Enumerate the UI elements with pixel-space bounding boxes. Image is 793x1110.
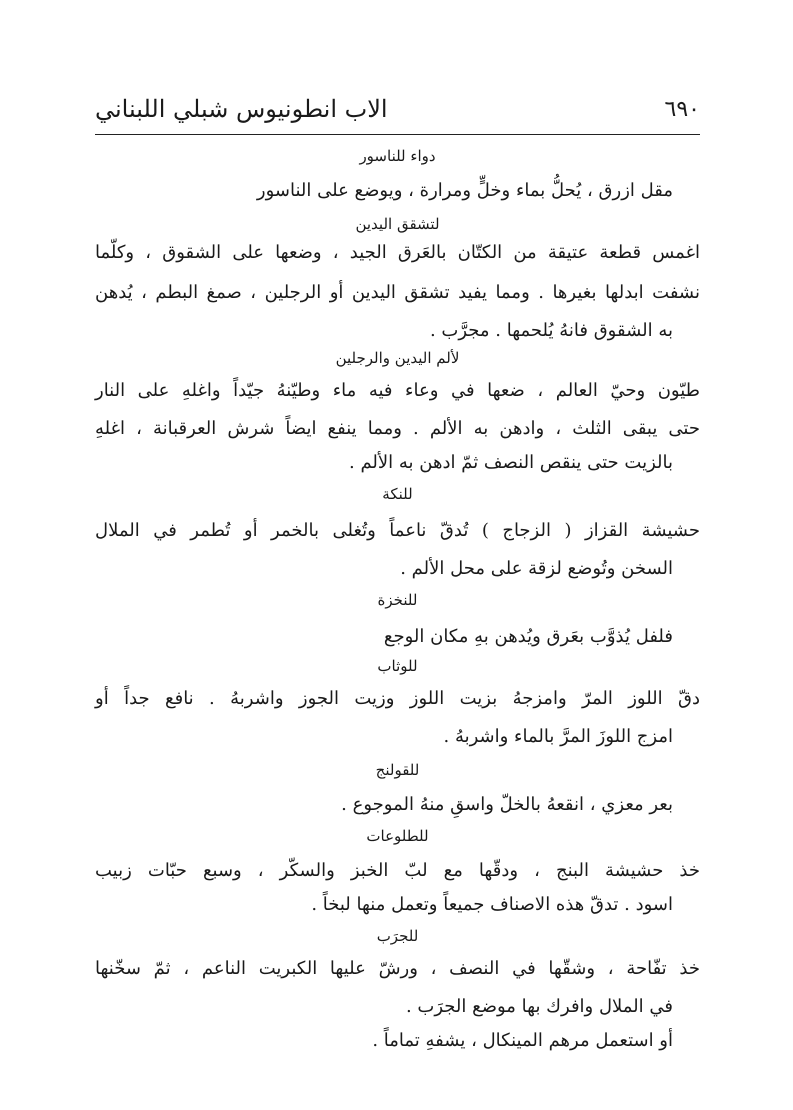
section-heading: للجرَب — [376, 927, 419, 945]
section-heading: لألم اليدين والرجلين — [335, 349, 460, 367]
recipe-line: السخن وتُوضع لزقة على محل الألم . — [400, 558, 673, 579]
recipe-line: أو استعمل مرهم المينكال ، يشفهِ تماماً . — [372, 1030, 673, 1051]
recipe-line: امزج اللوزَ المرَّ بالماء واشربهُ . — [443, 726, 673, 747]
recipe-line: دقّ اللوز المرّ وامزجهُ بزيت اللوز وزيت الجوز واشربهُ . نافع جداً أو — [95, 688, 700, 709]
recipe-line: به الشقوق فانهُ يُلحمها . مجرَّب . — [429, 320, 673, 341]
recipe-line: اسود . تدقّ هذه الاصناف جميعاً وتعمل منها لبخاً . — [311, 894, 673, 915]
recipe-line: خذ تفّاحة ، وشقّها في النصف ، ورشّ عليها الكبريت الناعم ، ثمّ سخّنها — [95, 958, 700, 979]
section-heading: للنكة — [382, 485, 413, 503]
recipe-line: بعر معزي ، انقعهُ بالخلّ واسقِ منهُ الموجوع . — [341, 794, 673, 815]
recipe-line: نشفت ابدلها بغيرها . ومما يفيد تشقق اليدين أو الرجلين ، صمغ البطم ، يُدهن — [95, 282, 700, 303]
section-heading: للقولنج — [375, 761, 420, 779]
recipe-line: طيّون وحيّ العالم ، ضعها في وعاء فيه ماء وطيّنهُ جيّداً واغلهِ على النار — [95, 380, 700, 401]
page-number: ٦٩٠ — [664, 97, 700, 122]
header-rule — [95, 134, 700, 135]
section-heading: للوثاب — [377, 657, 418, 675]
recipe-line: حتى يبقى الثلث ، وادهن به الألم . ومما ينفع ايضاً شرش العرقبانة ، اغلهِ — [95, 418, 700, 439]
running-header — [95, 95, 700, 135]
recipe-line: بالزيت حتى ينقص النصف ثمّ ادهن به الألم . — [349, 452, 673, 473]
recipe-line: فلفل يُذوَّب بعَرق ويُدهن بهِ مكان الوجع — [383, 626, 673, 647]
section-heading: دواء للناسور — [359, 147, 436, 165]
section-heading: للنخزة — [377, 591, 418, 609]
running-title: الاب انطونيوس شبلي اللبناني — [95, 95, 388, 123]
recipe-line: اغمس قطعة عتيقة من الكتّان بالعَرق الجيد ، وضعها على الشقوق ، وكلّما — [95, 242, 700, 263]
section-heading: لتشقق اليدين — [355, 215, 440, 233]
recipe-line: حشيشة القزاز ( الزجاج ) تُدقّ ناعماً وتُغلى بالخمر أو تُطمر في الملال — [95, 520, 700, 541]
section-heading: للطلوعات — [366, 827, 429, 845]
recipe-line: مقل ازرق ، يُحلُّ بماء وخلٍّ ومرارة ، ويوضع على الناسور — [256, 180, 673, 201]
recipe-line: في الملال وافرك بها موضع الجرَب . — [405, 996, 673, 1017]
recipe-line: خذ حشيشة البنج ، ودقّها مع لبّ الخبز والسكّر ، وسبع حبّات زبيب — [95, 860, 700, 881]
